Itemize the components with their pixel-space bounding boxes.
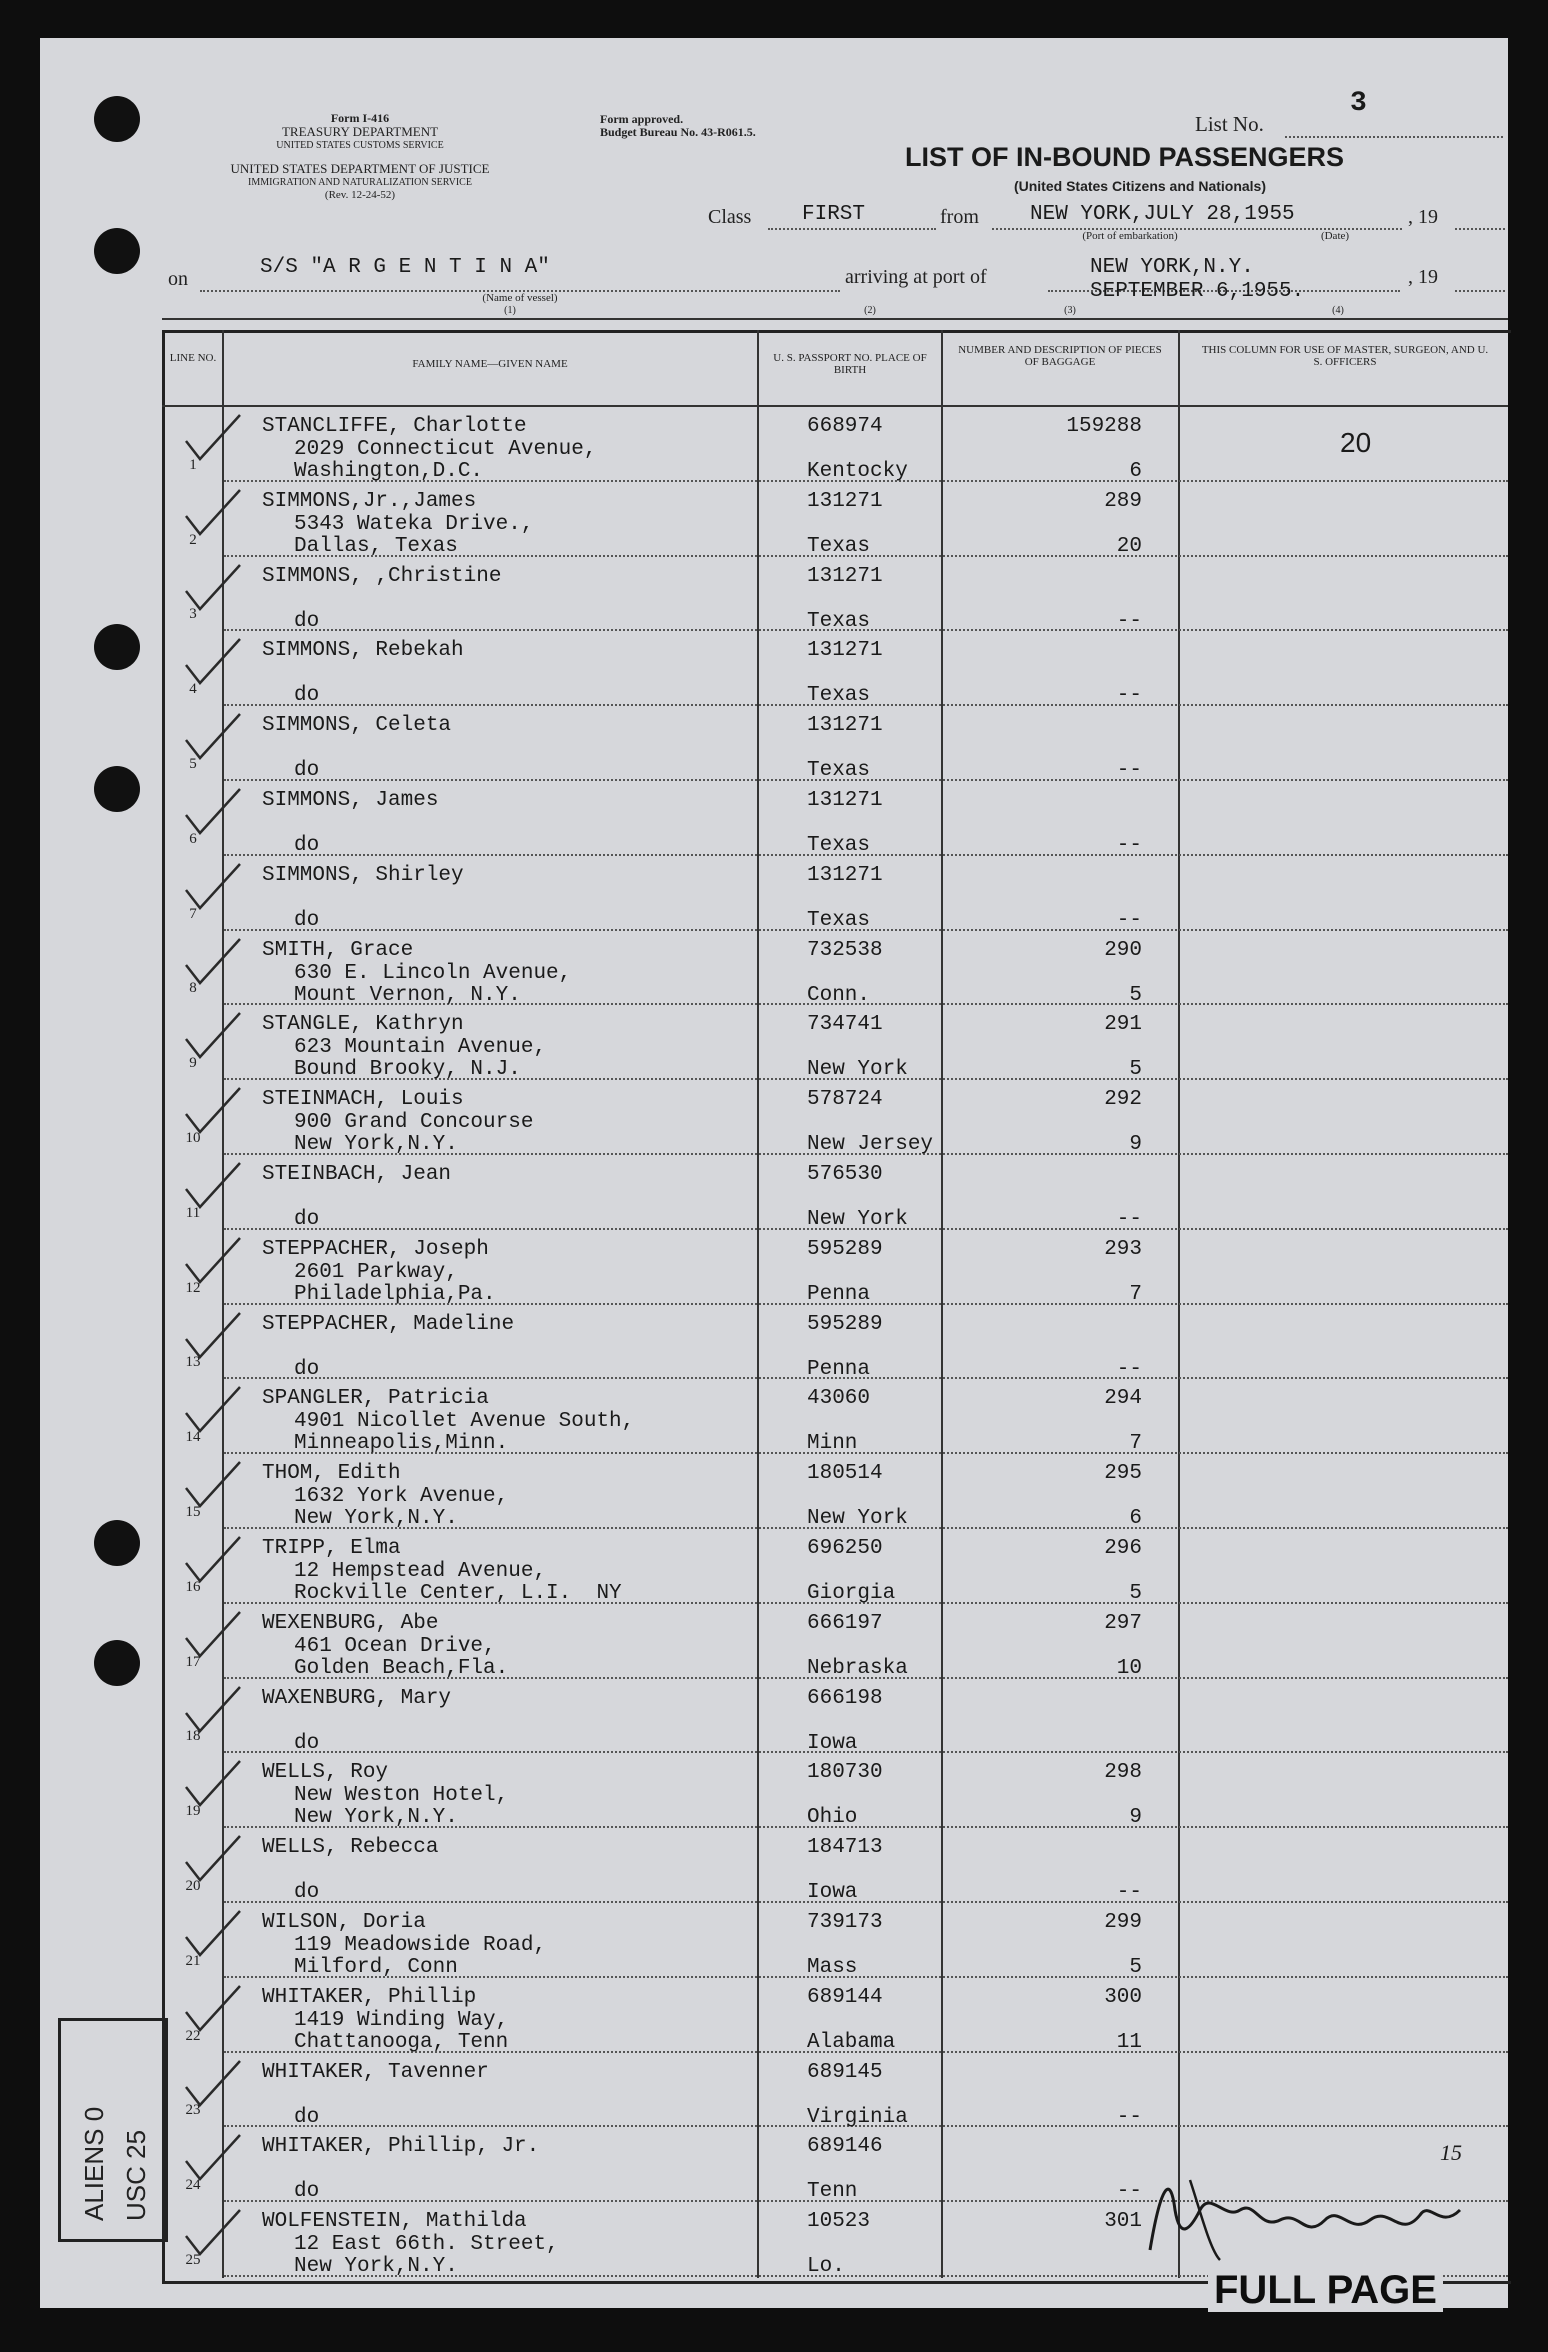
place-of-birth: Iowa: [807, 1881, 858, 1905]
aliens-stamp: [58, 2018, 168, 2242]
passenger-name: THOM, Edith: [262, 1462, 401, 1486]
table-row: [162, 1080, 1508, 1155]
baggage-count: --: [1116, 2180, 1142, 2204]
address-line-1: 12 East 66th. Street,: [294, 2233, 559, 2257]
baggage-count: 20: [1116, 534, 1142, 558]
address-line-2: do: [294, 2180, 320, 2204]
table-row: [162, 1903, 1508, 1978]
baggage-count: --: [1116, 684, 1142, 708]
baggage-number: 289: [1104, 489, 1142, 513]
baggage-count: 5: [1129, 1058, 1142, 1082]
address-line-2: Minneapolis,Minn.: [294, 1432, 509, 1456]
baggage-count: 7: [1129, 1432, 1142, 1456]
passport-number: 131271: [807, 863, 883, 887]
address-line-2: Chattanooga, Tenn: [294, 2030, 509, 2054]
line-number: 21: [185, 1952, 201, 1969]
baggage-number: 301: [1104, 2210, 1142, 2234]
passport-number: 696250: [807, 1537, 883, 1560]
line-number: 22: [185, 2027, 201, 2044]
passenger-name: STEPPACHER, Joseph: [262, 1237, 489, 1261]
address-line-2: do: [294, 2105, 320, 2129]
signature-note: 15: [1440, 2140, 1462, 2165]
passport-number: 180514: [807, 1462, 883, 1486]
passenger-name: SIMMONS, Celeta: [262, 714, 452, 738]
baggage-number: 291: [1104, 1013, 1142, 1037]
passport-number: 666197: [807, 1611, 883, 1635]
caption-1: (1): [504, 305, 516, 316]
line-number: 3: [189, 606, 197, 623]
line-number: 2: [189, 531, 197, 548]
line-number: 14: [185, 1429, 201, 1446]
passport-number: 43060: [807, 1387, 871, 1411]
place-of-birth: Ohio: [807, 1806, 858, 1830]
caption-3: (3): [1064, 305, 1076, 316]
address-line-1: 630 E. Lincoln Avenue,: [294, 961, 572, 985]
baggage-count: 7: [1129, 1282, 1142, 1306]
table-row: [162, 781, 1508, 856]
baggage-count: --: [1116, 609, 1142, 633]
line-number: 11: [185, 1204, 201, 1221]
passport-number: 732538: [807, 938, 883, 962]
passport-number: 689145: [807, 2060, 883, 2084]
place-of-birth: Nebraska: [807, 1656, 908, 1680]
baggage-count: --: [1116, 834, 1142, 857]
address-line-2: Mount Vernon, N.Y.: [294, 983, 521, 1007]
baggage-number: 300: [1104, 1985, 1142, 2009]
table-row: [162, 1155, 1508, 1230]
year-label: , 19: [1408, 206, 1438, 228]
table-row: [162, 407, 1508, 482]
line-number: 19: [185, 1803, 201, 1820]
line-number: 20: [185, 1877, 201, 1894]
form-approved: Form approved.: [600, 112, 684, 126]
baggage-number: 292: [1104, 1088, 1142, 1112]
year-label-2: , 19: [1408, 266, 1438, 288]
address-line-2: New York,N.Y.: [294, 1806, 458, 1830]
address-line-1: 4901 Nicollet Avenue South,: [294, 1410, 635, 1434]
baggage-count: 5: [1129, 1582, 1142, 1605]
line-number: 15: [185, 1503, 201, 1520]
binder-hole: [94, 1640, 140, 1686]
form-number: Form I-416: [330, 111, 390, 125]
baggage-number: 159288: [1066, 415, 1142, 438]
table-row: [162, 1978, 1508, 2053]
table-row: [162, 1230, 1508, 1305]
table-row: [162, 2053, 1508, 2128]
address-line-2: Dallas, Texas: [294, 534, 458, 558]
passenger-name: STEINBACH, Jean: [262, 1163, 452, 1186]
vessel-name: S/S "A R G E N T I N A": [260, 256, 550, 279]
page-title: LIST OF IN-BOUND PASSENGERS: [905, 142, 1345, 172]
baggage-count: 6: [1129, 1507, 1142, 1531]
caption-2: (2): [864, 305, 876, 316]
address-line-1: New Weston Hotel,: [294, 1784, 509, 1808]
address-line-2: do: [294, 1357, 320, 1381]
justice-dept: UNITED STATES DEPARTMENT OF JUSTICE: [230, 161, 490, 176]
place-of-birth: Virginia: [807, 2105, 908, 2129]
address-line-1: 1419 Winding Way,: [294, 2008, 509, 2032]
address-line-2: do: [294, 684, 320, 708]
baggage-number: 293: [1104, 1237, 1142, 1261]
ins-service: IMMIGRATION AND NATURALIZATION SERVICE: [248, 177, 472, 188]
baggage-count: 5: [1129, 1956, 1142, 1979]
stamp-line-1: ALIENS 0: [79, 2106, 109, 2221]
passenger-name: SIMMONS, ,Christine: [262, 564, 502, 588]
place-of-birth: Texas: [807, 609, 871, 633]
arrival-port: NEW YORK,N.Y.: [1090, 256, 1254, 279]
line-number: 25: [185, 2251, 201, 2268]
address-line-2: do: [294, 609, 320, 633]
address-line-1: 1632 York Avenue,: [294, 1485, 509, 1509]
place-of-birth: Minn: [807, 1432, 858, 1456]
passenger-name: WHITAKER, Phillip: [262, 1985, 477, 2009]
place-of-birth: Penna: [807, 1357, 871, 1381]
table-row: [162, 706, 1508, 781]
address-line-2: do: [294, 834, 320, 857]
place-of-birth: New York: [807, 1208, 908, 1231]
address-line-1: 119 Meadowside Road,: [294, 1934, 547, 1957]
line-number: 18: [185, 1728, 201, 1745]
stamp-line-2: USC 25: [121, 2129, 151, 2221]
baggage-number: 299: [1104, 1911, 1142, 1934]
address-line-2: Washington,D.C.: [294, 460, 484, 483]
table-row: [162, 1679, 1508, 1754]
passenger-name: WHITAKER, Tavenner: [262, 2060, 489, 2084]
passport-number: 180730: [807, 1761, 883, 1785]
address-line-2: New York,N.Y.: [294, 1133, 458, 1157]
officer-signature: [1130, 2150, 1510, 2270]
passport-number: 131271: [807, 789, 883, 812]
revision: (Rev. 12-24-52): [324, 189, 396, 201]
passenger-name: STEINMACH, Louis: [262, 1088, 464, 1112]
baggage-number: 297: [1104, 1611, 1142, 1635]
baggage-count: 5: [1129, 983, 1142, 1007]
class-label: Class: [708, 206, 752, 228]
customs-service: UNITED STATES CUSTOMS SERVICE: [276, 140, 444, 151]
place-of-birth: Texas: [807, 684, 871, 708]
col-officers: THIS COLUMN FOR USE OF MASTER, SURGEON, AND U. S. OFFICERS: [1201, 344, 1489, 368]
place-of-birth: Tenn: [807, 2180, 858, 2204]
address-line-2: New York,N.Y.: [294, 2255, 458, 2279]
passenger-name: SIMMONS, Rebekah: [262, 639, 464, 663]
list-no-label: List No.: [1195, 112, 1264, 136]
table-row: [162, 1604, 1508, 1679]
place-of-birth: New York: [807, 1058, 908, 1082]
class-value: FIRST: [802, 203, 866, 226]
baggage-count: --: [1116, 1881, 1142, 1905]
passenger-name: WELLS, Rebecca: [262, 1836, 439, 1860]
place-of-birth: Texas: [807, 834, 871, 857]
address-line-1: 12 Hempstead Avenue,: [294, 1560, 547, 1583]
baggage-count: --: [1116, 759, 1142, 783]
header-divider: [162, 318, 1508, 320]
passenger-name: STANCLIFFE, Charlotte: [262, 415, 527, 438]
passenger-name: SIMMONS, Shirley: [262, 863, 464, 887]
address-line-1: 900 Grand Concourse: [294, 1111, 534, 1135]
line-number: 13: [185, 1354, 201, 1371]
place-of-birth: Texas: [807, 908, 871, 932]
address-line-2: do: [294, 1881, 320, 1905]
table-row: [162, 1379, 1508, 1454]
full-page-label: FULL PAGE: [1208, 2268, 1443, 2312]
address-line-2: do: [294, 1208, 320, 1231]
line-number: 1: [189, 456, 197, 473]
place-of-birth: Kentocky: [807, 460, 908, 483]
address-line-1: 461 Ocean Drive,: [294, 1634, 496, 1658]
baggage-number: 290: [1104, 938, 1142, 962]
page-subtitle: (United States Citizens and Nationals): [1013, 178, 1267, 194]
passenger-name: WAXENBURG, Mary: [262, 1686, 452, 1710]
line-number: 5: [189, 755, 197, 772]
baggage-count: --: [1116, 1357, 1142, 1381]
passenger-name: SIMMONS,Jr.,James: [262, 489, 477, 513]
passenger-name: WELLS, Roy: [262, 1761, 389, 1785]
col-passport: U. S. PASSPORT NO. PLACE OF BIRTH: [773, 352, 927, 376]
passenger-name: SPANGLER, Patricia: [262, 1387, 489, 1411]
officer-note: 20: [1340, 427, 1372, 458]
passport-number: 131271: [807, 489, 883, 513]
address-line-2: Bound Brooky, N.J.: [294, 1058, 521, 1082]
table-row: [162, 931, 1508, 1006]
baggage-count: 9: [1129, 1133, 1142, 1157]
baggage-count: 6: [1129, 460, 1142, 483]
address-line-2: Rockville Center, L.I. NY: [294, 1582, 622, 1605]
date-caption: (Date): [1320, 230, 1350, 242]
passenger-name: WILSON, Doria: [262, 1911, 426, 1934]
vessel-caption: (Name of vessel): [482, 292, 558, 304]
passenger-name: WEXENBURG, Abe: [262, 1611, 439, 1635]
arriving-label: arriving at port of: [845, 266, 987, 288]
baggage-count: --: [1116, 1208, 1142, 1231]
table-row: [162, 482, 1508, 557]
address-line-2: do: [294, 1731, 320, 1755]
line-number: 23: [185, 2102, 201, 2119]
place-of-birth: Mass: [807, 1956, 858, 1979]
col-baggage: NUMBER AND DESCRIPTION OF PIECES OF BAGGAGE: [958, 344, 1162, 368]
address-line-2: Milford, Conn: [294, 1956, 458, 1979]
address-line-1: 2601 Parkway,: [294, 1260, 458, 1284]
table-row: [162, 557, 1508, 632]
place-of-birth: Alabama: [807, 2030, 896, 2054]
col-line-no: LINE NO.: [169, 352, 217, 364]
passenger-name: SIMMONS, James: [262, 789, 439, 812]
baggage-count: --: [1116, 908, 1142, 932]
table-row: [162, 1005, 1508, 1080]
place-of-birth: New Jersey: [807, 1133, 934, 1157]
passport-number: 10523: [807, 2210, 871, 2234]
passport-number: 595289: [807, 1237, 883, 1261]
caption-4: (4): [1332, 305, 1344, 316]
passport-number: 666198: [807, 1686, 883, 1710]
passport-number: 131271: [807, 564, 883, 588]
baggage-number: 294: [1104, 1387, 1142, 1411]
passport-number: 668974: [807, 415, 883, 438]
place-of-birth: Iowa: [807, 1731, 858, 1755]
binder-hole: [94, 228, 140, 274]
line-number: 8: [189, 980, 197, 997]
line-number: 10: [185, 1129, 201, 1146]
table-row: [162, 1305, 1508, 1380]
arrival-date: SEPTEMBER 6,1955.: [1090, 280, 1305, 303]
table-row: [162, 631, 1508, 706]
table-row: [162, 1753, 1508, 1828]
port-of-embarkation: NEW YORK,JULY 28,1955: [1030, 203, 1295, 226]
place-of-birth: Conn.: [807, 983, 871, 1007]
table-row: [162, 1529, 1508, 1604]
baggage-number: 295: [1104, 1462, 1142, 1486]
address-line-2: do: [294, 759, 320, 783]
budget-bureau: Budget Bureau No. 43-R061.5.: [600, 125, 756, 139]
passport-number: 689144: [807, 1985, 883, 2009]
address-line-1: 623 Mountain Avenue,: [294, 1036, 547, 1060]
passport-number: 595289: [807, 1312, 883, 1336]
treasury-dept: TREASURY DEPARTMENT: [281, 124, 439, 139]
address-line-1: 2029 Connecticut Avenue,: [294, 438, 597, 461]
binder-hole: [94, 624, 140, 670]
address-line-2: do: [294, 908, 320, 932]
passenger-name: WHITAKER, Phillip, Jr.: [262, 2135, 540, 2159]
passport-number: 576530: [807, 1163, 883, 1186]
list-number: 3: [1350, 88, 1367, 119]
table-row: [162, 1454, 1508, 1529]
line-number: 17: [185, 1653, 201, 1670]
passenger-name: SMITH, Grace: [262, 938, 414, 962]
baggage-count: 9: [1129, 1806, 1142, 1830]
port-embark-caption: (Port of embarkation): [1082, 230, 1178, 242]
from-label: from: [940, 206, 979, 228]
passport-number: 689146: [807, 2135, 883, 2159]
line-number: 6: [189, 830, 197, 847]
binder-hole: [94, 1520, 140, 1566]
line-number: 4: [189, 681, 197, 698]
passenger-name: TRIPP, Elma: [262, 1537, 401, 1560]
baggage-number: 298: [1104, 1761, 1142, 1785]
baggage-count: 10: [1116, 1656, 1142, 1680]
place-of-birth: Texas: [807, 534, 871, 558]
baggage-count: 11: [1116, 2030, 1142, 2054]
address-line-1: 5343 Wateka Drive.,: [294, 512, 534, 536]
col-name: FAMILY NAME—GIVEN NAME: [412, 358, 568, 370]
passport-number: 184713: [807, 1836, 883, 1860]
passport-number: 131271: [807, 714, 883, 738]
passport-number: 739173: [807, 1911, 883, 1934]
address-line-2: Golden Beach,Fla.: [294, 1656, 509, 1680]
table-row: [162, 1828, 1508, 1903]
place-of-birth: Texas: [807, 759, 871, 783]
address-line-2: New York,N.Y.: [294, 1507, 458, 1531]
passenger-name: STEPPACHER, Madeline: [262, 1312, 515, 1336]
passenger-name: STANGLE, Kathryn: [262, 1013, 464, 1037]
place-of-birth: Penna: [807, 1282, 871, 1306]
on-label: on: [168, 268, 188, 290]
line-number: 12: [185, 1279, 201, 1296]
line-number: 24: [185, 2177, 201, 2194]
address-line-2: Philadelphia,Pa.: [294, 1282, 496, 1306]
binder-hole: [94, 766, 140, 812]
baggage-count: --: [1116, 2105, 1142, 2129]
passenger-name: WOLFENSTEIN, Mathilda: [262, 2210, 527, 2234]
line-number: 9: [189, 1055, 197, 1072]
place-of-birth: Lo.: [807, 2255, 845, 2279]
binder-hole: [94, 96, 140, 142]
baggage-number: 296: [1104, 1537, 1142, 1560]
passport-number: 734741: [807, 1013, 883, 1037]
place-of-birth: Giorgia: [807, 1582, 896, 1605]
line-number: 16: [185, 1578, 201, 1595]
place-of-birth: New York: [807, 1507, 908, 1531]
table-row: [162, 856, 1508, 931]
passport-number: 131271: [807, 639, 883, 663]
passport-number: 578724: [807, 1088, 883, 1112]
line-number: 7: [189, 905, 197, 922]
